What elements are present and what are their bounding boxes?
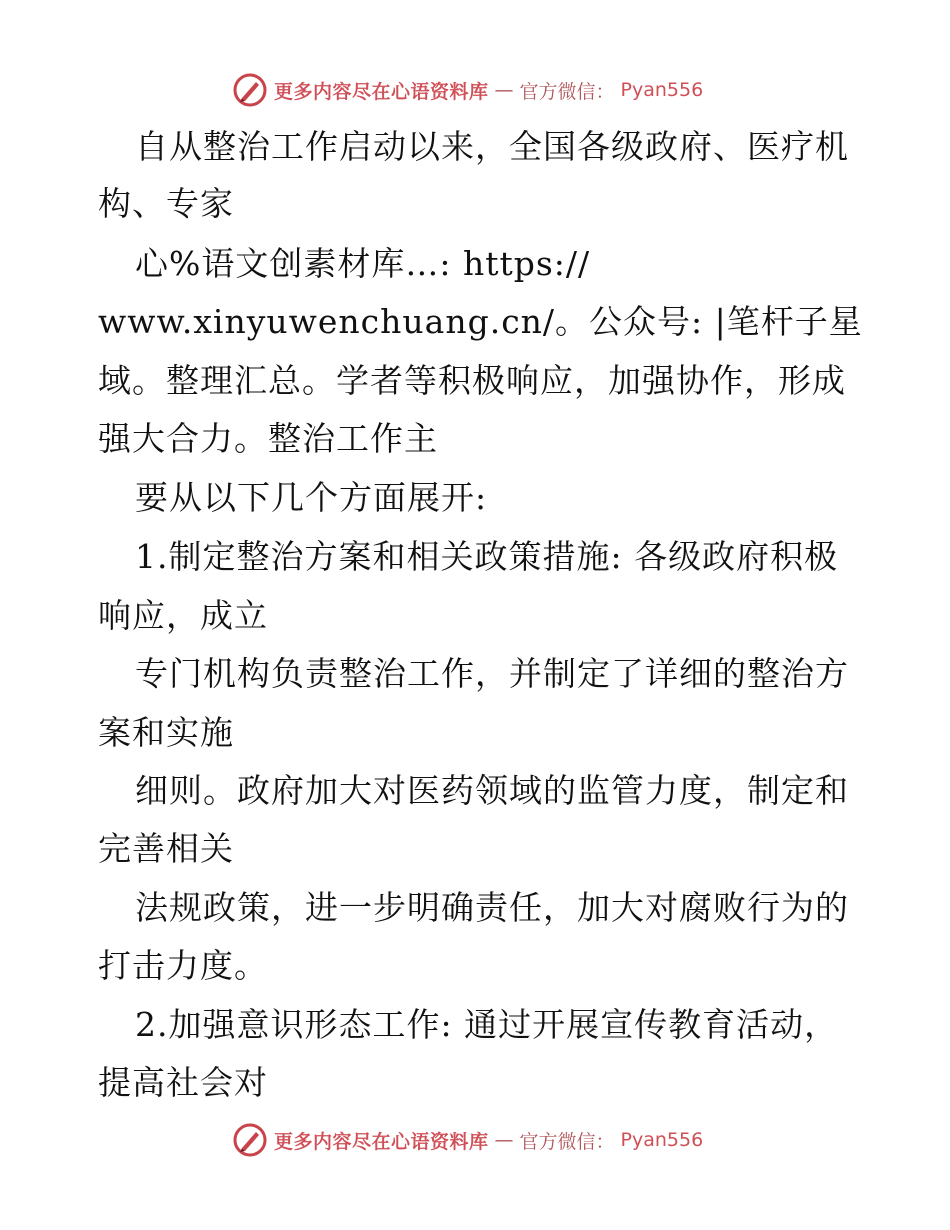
banner-separator: — <box>494 79 514 101</box>
body-line: 案和实施 <box>98 713 234 752</box>
body-line: 构、专家 <box>98 184 234 223</box>
body-line: 强大合力。整治工作主 <box>98 419 438 458</box>
body-line: 2.加强意识形态工作: 通过开展宣传教育活动， <box>135 1005 839 1044</box>
footer-banner <box>232 1120 703 1160</box>
body-line: www.xinyuwenchuang.cn/。公众号: |笔杆子星 <box>98 302 863 341</box>
banner-wechat-id: Pyan556 <box>620 1129 704 1151</box>
pen-logo-icon <box>232 1122 268 1158</box>
body-line: 提高社会对 <box>98 1063 268 1102</box>
banner-wechat-label: 官方微信： <box>519 80 615 103</box>
body-line: 完善相关 <box>98 829 234 868</box>
pen-logo-icon <box>232 72 268 108</box>
body-line: 1.制定整治方案和相关政策措施: 各级政府积极 <box>135 537 839 576</box>
body-line: 响应，成立 <box>98 596 268 635</box>
body-line: 细则。政府加大对医药领域的监管力度，制定和 <box>135 771 849 810</box>
banner-wechat-id: Pyan556 <box>620 79 704 101</box>
banner-promo-text: 更多内容尽在心语资料库 <box>274 80 489 103</box>
banner-wechat-label: 官方微信： <box>519 1130 615 1153</box>
body-line: 打击力度。 <box>98 946 268 985</box>
body-line: 要从以下几个方面展开: <box>135 478 488 517</box>
body-line: 自从整治工作启动以来，全国各级政府、医疗机 <box>135 127 849 166</box>
banner-separator: — <box>494 1129 514 1151</box>
body-line: 心%语文创素材库…: https:// <box>135 244 591 283</box>
banner-promo-text: 更多内容尽在心语资料库 <box>274 1130 489 1153</box>
header-banner <box>232 70 703 110</box>
body-line: 域。整理汇总。学者等积极响应，加强协作，形成 <box>98 361 846 400</box>
body-line: 法规政策，进一步明确责任，加大对腐败行为的 <box>135 888 849 927</box>
body-line: 专门机构负责整治工作，并制定了详细的整治方 <box>135 654 849 693</box>
